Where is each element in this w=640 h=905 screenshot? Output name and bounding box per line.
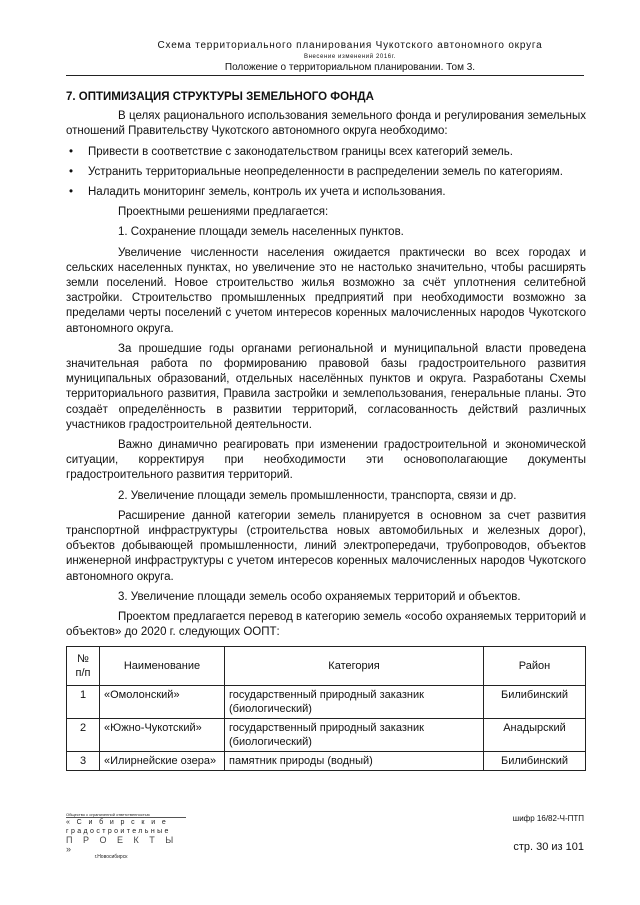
cell-name: «Южно-Чукотский» (100, 718, 225, 751)
cell-region: Билибинский (484, 751, 586, 770)
table-row (67, 751, 586, 770)
bullet-item (66, 185, 586, 200)
col-header-category: Категория (225, 646, 484, 685)
col-header-number: № п/п (67, 646, 100, 685)
header-volume: Положение о территориальном планировании. Том 3. (224, 62, 476, 73)
document-body (66, 90, 586, 771)
cell-number: 2 (67, 718, 100, 751)
section-heading: 7. ОПТИМИЗАЦИЯ СТРУКТУРЫ ЗЕМЕЛЬНОГО ФОНДА (66, 91, 374, 103)
bullet-icon: • (69, 165, 74, 178)
bullet-item (66, 165, 586, 180)
logo-line-proekty: П Р О Е К Т Ы » (66, 835, 178, 854)
cell-category: памятник природы (водный) (225, 751, 484, 770)
logo-city: г.Новосибирск (94, 854, 128, 860)
item1-paragraph-1: Увеличение численности населения ожидается практически во всех городах и сельских населенных пунктах, но увеличение это не настолько значительно, чтобы расширять земли поселений. Новое строительство жилья возможно за счёт уплотнения селитебной застройки. Строительство промышленных предприятий при необходимости возможно за пределами черты поселений с учетом интересов коренных малочисленных народов Чукотского автономного округа. (66, 246, 586, 335)
table-row (67, 685, 586, 718)
cell-category: государственный природный заказник (биологический) (225, 718, 484, 751)
col-header-name: Наименование (100, 646, 225, 685)
header-title: Схема территориального планирования Чукотского автономного округа (157, 40, 543, 51)
header-revision: Внесение изменений 2016г. (303, 54, 397, 60)
oopt-table (66, 646, 586, 771)
logo-line-sibirskie: « С и б и р с к и е (66, 819, 169, 826)
item2-paragraph: Расширение данной категории земель планируется в основном за счет развития транспортной инфраструктуры (строительства новых автомобильных и железных дорог), объектов добывающей промышленности, линий электропередачи, трубопроводов, объектов инженерной инфраструктуры с учетом интересов коренных малочисленных народов Чукотского автономного округа. (66, 509, 586, 583)
header-divider (66, 75, 584, 76)
logo-line-gradostroitelnye: градостроительные (66, 828, 171, 835)
cell-number: 3 (67, 751, 100, 770)
bullet-text: Наладить мониторинг земель, контроль их учета и использования. (88, 186, 446, 199)
cell-region: Билибинский (484, 685, 586, 718)
item2-title: 2. Увеличение площади земель промышленности, транспорта, связи и др. (118, 489, 517, 502)
col-header-region: Район (484, 646, 586, 685)
bullet-icon: • (69, 186, 74, 199)
item3-title: 3. Увеличение площади земель особо охраняемых территорий и объектов. (118, 590, 521, 603)
table-header-row (67, 646, 586, 685)
cell-number: 1 (67, 685, 100, 718)
cell-name: «Илирнейские озера» (100, 751, 225, 770)
item3-paragraph: Проектом предлагается перевод в категорию земель «особо охраняемых территорий и объектов» до 2020 г. следующих ООПТ: (66, 611, 586, 639)
bullet-text: Привести в соответствие с законодательством границы всех категорий земель. (88, 145, 513, 158)
table-row (67, 718, 586, 751)
page-number: стр. 30 из 101 (513, 841, 584, 853)
bullet-item (66, 145, 586, 160)
company-logo (66, 812, 186, 861)
cell-region: Анадырский (484, 718, 586, 751)
document-cipher: шифр 16/82-Ч-ПТП (512, 814, 584, 823)
intro-paragraph: В целях рационального использования земельного фонда и регулирования земельных отношений Правительству Чукотского автономного округа необходимо: (66, 110, 586, 138)
cell-category: государственный природный заказник (биологический) (225, 685, 484, 718)
proposal-line: Проектными решениями предлагается: (118, 206, 329, 219)
cell-name: «Омолонский» (100, 685, 225, 718)
item1-paragraph-3: Важно динамично реагировать при изменении градостроительной и экономической ситуации, корректируя при необходимости эти основополагающие документы градостроительного развития территорий. (66, 439, 586, 482)
bullet-text: Устранить территориальные неопределенности в распределении земель по категориям. (88, 165, 563, 178)
bullet-icon: • (69, 145, 74, 158)
item1-title: 1. Сохранение площади земель населенных пунктов. (118, 226, 404, 239)
logo-org-type: Общество с ограниченной ответственностью (66, 812, 186, 818)
item1-paragraph-2: За прошедшие годы органами региональной и муниципальной власти проведена значительная работа по формированию правовой базы градостроительного развития муниципальных образований, отдельных населённых пунктов и округа. Разработаны Схемы территориального развития, Правила застройки и землепользования, генеральные планы. Это создаёт определённость в развитии территорий, согласованность действий различных участников градостроительной деятельности. (66, 342, 586, 431)
